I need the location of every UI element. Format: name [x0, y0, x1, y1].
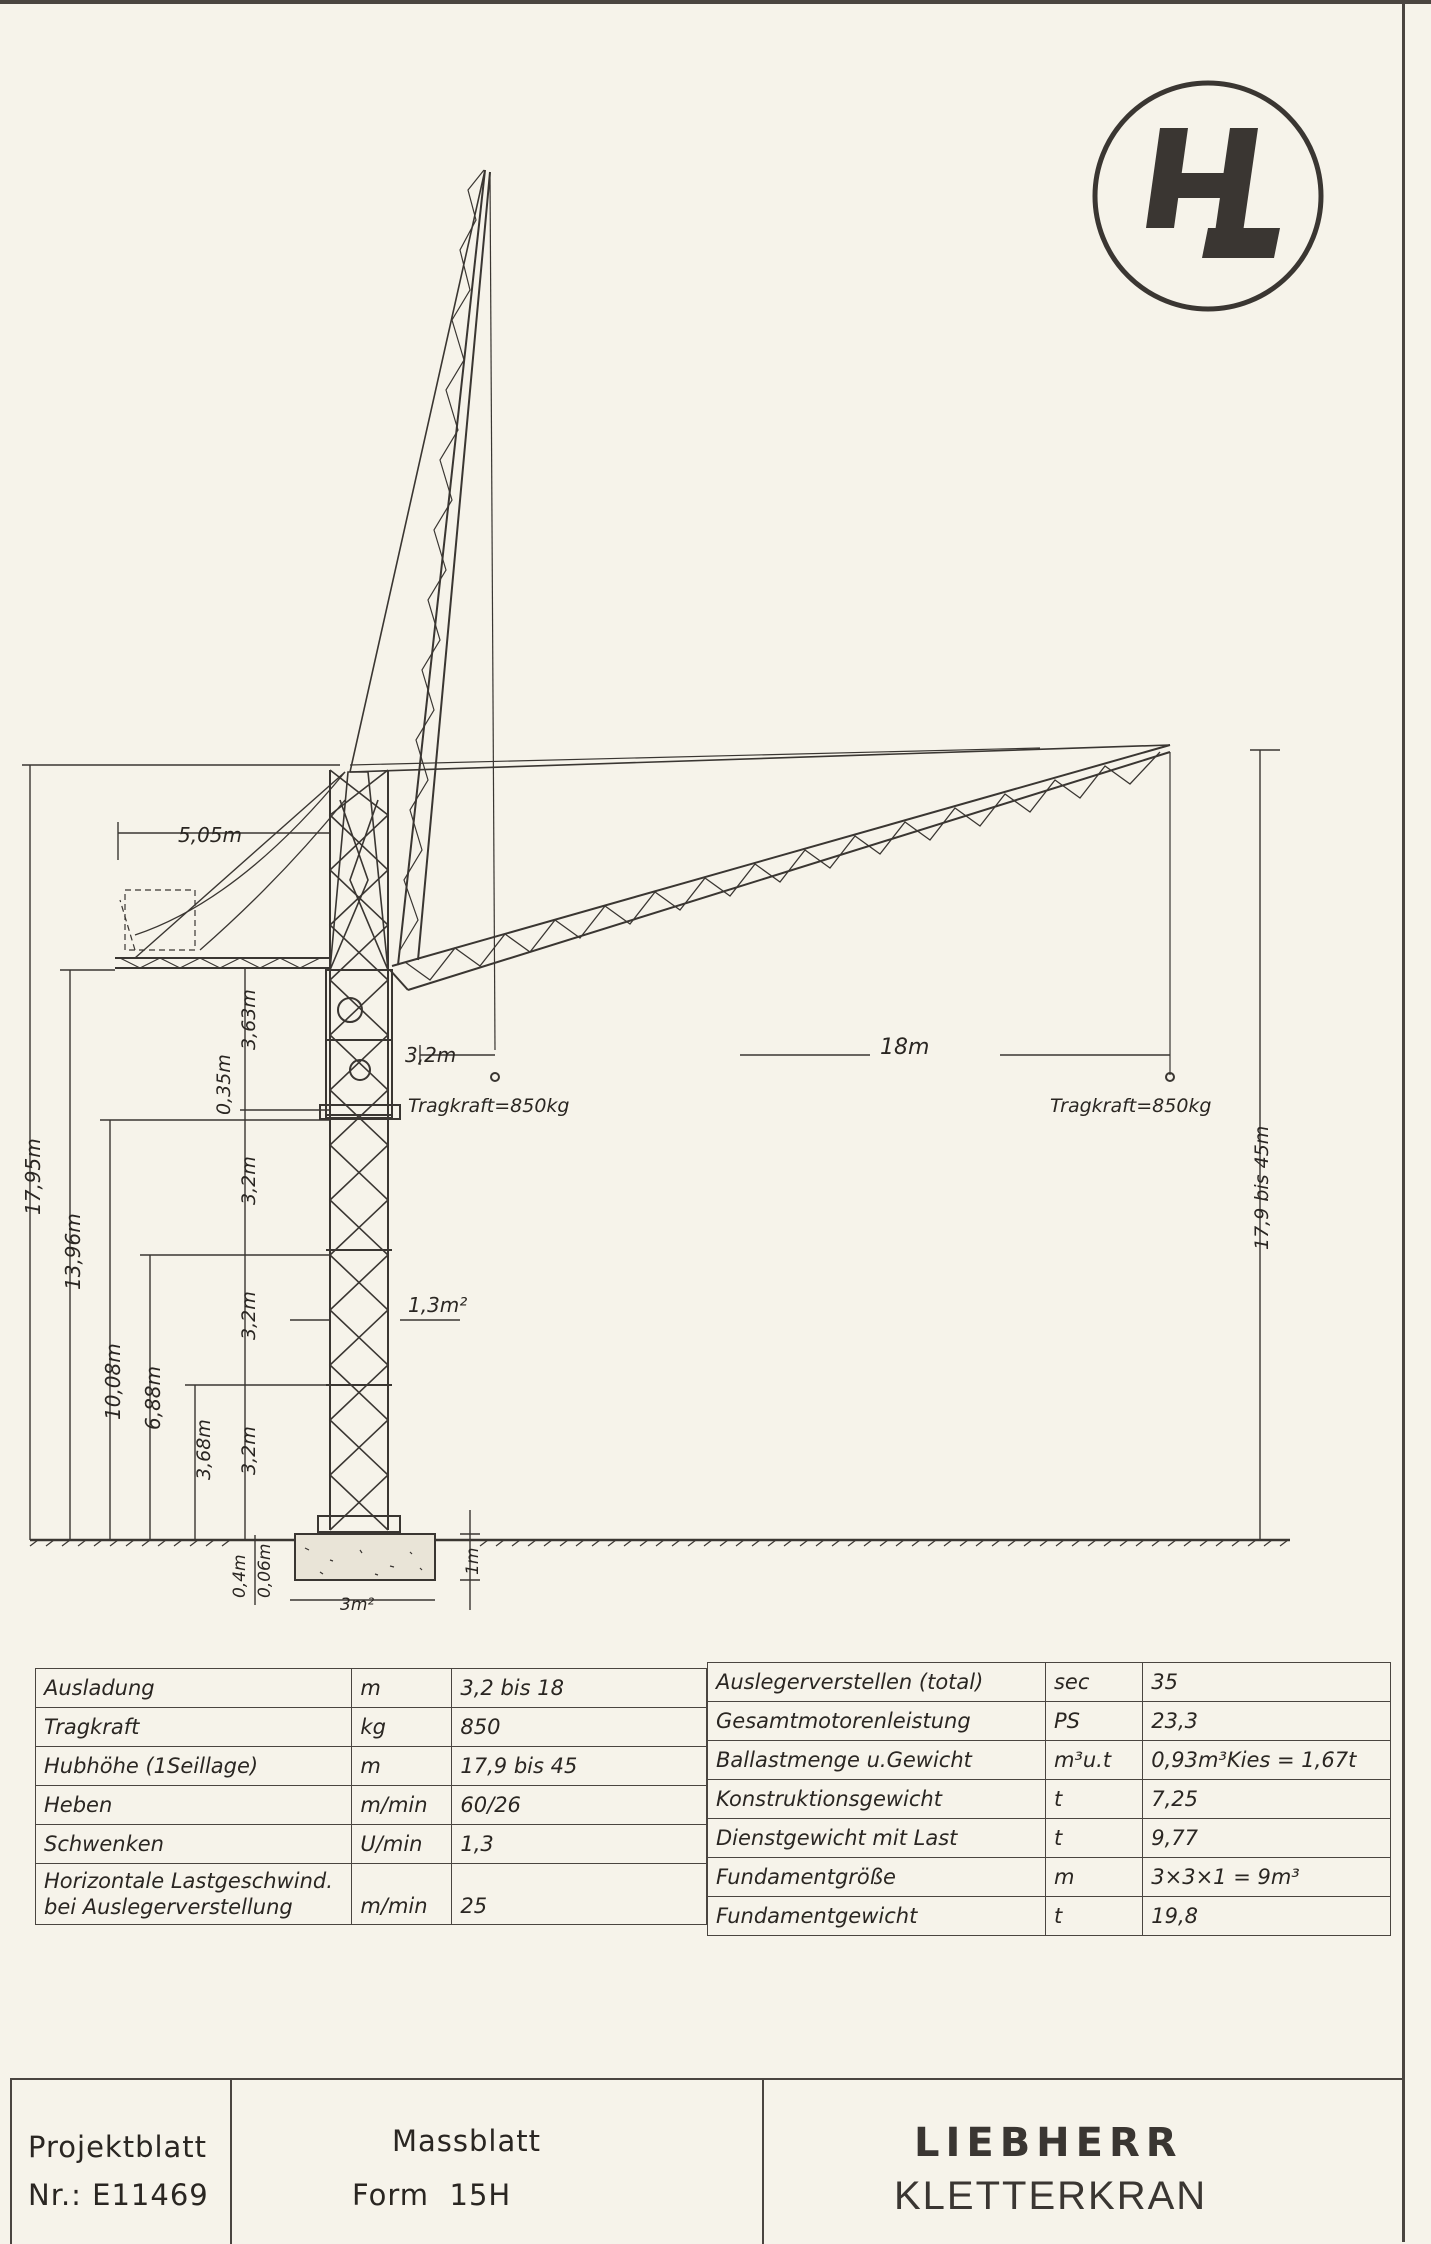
counter-jib — [115, 772, 345, 968]
hl-logo — [1090, 78, 1326, 314]
table-row — [708, 1663, 1391, 1702]
spec-label: Gesamtmotorenleistung — [708, 1702, 1046, 1741]
spec-unit: m/min — [352, 1786, 452, 1825]
dim-seg-32a: 3,2m — [238, 1156, 260, 1205]
spec-value: 9,77 — [1143, 1819, 1391, 1858]
spec-value: 35 — [1143, 1663, 1391, 1702]
spec-unit: U/min — [352, 1825, 452, 1864]
spec-value: 1,3 — [452, 1825, 707, 1864]
dim-seg-32c: 3,2m — [238, 1426, 260, 1475]
spec-value: 60/26 — [452, 1786, 707, 1825]
dim-counter-jib: 5,05m — [178, 823, 243, 847]
spec-label: Auslegerverstellen (total) — [708, 1663, 1046, 1702]
spec-label: Hubhöhe (1Seillage) — [36, 1747, 352, 1786]
spec-label: Tragkraft — [36, 1708, 352, 1747]
table-row — [36, 1825, 707, 1864]
dim-foundation-width: 3m² — [340, 1595, 375, 1615]
title-block-brand — [764, 2080, 1402, 2244]
spec-unit: m — [352, 1669, 452, 1708]
dim-total-height: 17,95m — [21, 1138, 45, 1215]
tower-head — [330, 772, 388, 970]
capacity-label-right: Tragkraft=850kg — [1050, 1095, 1212, 1117]
foundation — [295, 1534, 435, 1580]
spec-unit: kg — [352, 1708, 452, 1747]
sheet-type: Massblatt — [392, 2124, 541, 2158]
spec-value: 23,3 — [1143, 1702, 1391, 1741]
dim-base-04: 0,4m — [230, 1554, 250, 1598]
spec-label: Fundamentgewicht — [708, 1897, 1046, 1936]
spec-value: 3×3×1 = 9m³ — [1143, 1858, 1391, 1897]
spec-value: 17,9 bis 45 — [452, 1747, 707, 1786]
spec-value: 3,2 bis 18 — [452, 1669, 707, 1708]
dim-foundation-depth: 1m — [463, 1547, 483, 1575]
spec-value: 850 — [452, 1708, 707, 1747]
product-name: KLETTERKRAN — [894, 2174, 1208, 2218]
spec-value: 7,25 — [1143, 1780, 1391, 1819]
spec-value: 19,8 — [1143, 1897, 1391, 1936]
tower-mast — [318, 770, 400, 1532]
spec-unit: PS — [1045, 1702, 1142, 1741]
project-label: Projektblatt — [28, 2130, 208, 2164]
spec-label: Ausladung — [36, 1669, 352, 1708]
spec-label: Ballastmenge u.Gewicht — [708, 1741, 1046, 1780]
table-row — [36, 1669, 707, 1708]
spec-label-line2: bei Auslegerverstellung — [44, 1895, 293, 1919]
spec-unit: t — [1045, 1897, 1142, 1936]
dim-h-688: 6,88m — [141, 1365, 165, 1430]
spec-unit: m³u.t — [1045, 1741, 1142, 1780]
spec-unit: m — [1045, 1858, 1142, 1897]
brand-name: LIEBHERR — [914, 2120, 1183, 2166]
spec-unit: t — [1045, 1819, 1142, 1858]
title-block — [10, 2078, 1404, 2244]
table-row — [36, 1747, 707, 1786]
dim-hook-height: 17,9 bis 45m — [1251, 1125, 1273, 1250]
dim-mast-section: 1,3m² — [408, 1293, 468, 1317]
table-row — [36, 1708, 707, 1747]
specs-table-right — [707, 1662, 1391, 1936]
table-row — [36, 1864, 707, 1925]
spec-label: Fundamentgröße — [708, 1858, 1046, 1897]
dim-h-368: 3,68m — [193, 1419, 215, 1480]
table-row — [708, 1858, 1391, 1897]
spec-label — [36, 1864, 352, 1925]
spec-label-line1: Horizontale Lastgeschwind. — [44, 1869, 333, 1893]
dim-seg-363: 3,63m — [238, 989, 260, 1050]
dim-seg-32b: 3,2m — [238, 1291, 260, 1340]
title-block-sheet — [232, 2080, 764, 2244]
project-number: Nr.: E11469 — [28, 2178, 209, 2212]
main-jib — [390, 745, 1170, 990]
table-row — [708, 1897, 1391, 1936]
table-row — [708, 1780, 1391, 1819]
capacity-label-left: Tragkraft=850kg — [408, 1095, 570, 1117]
table-row — [36, 1786, 707, 1825]
spec-label: Konstruktionsgewicht — [708, 1780, 1046, 1819]
spec-unit: m/min — [352, 1864, 452, 1925]
specs-table-left — [35, 1668, 707, 1925]
spec-value: 0,93m³Kies = 1,67t — [1143, 1741, 1391, 1780]
spec-unit: sec — [1045, 1663, 1142, 1702]
dim-seg-035: 0,35m — [213, 1054, 235, 1115]
spec-label: Dienstgewicht mit Last — [708, 1819, 1046, 1858]
table-row — [708, 1702, 1391, 1741]
dim-base-006: 0,06m — [255, 1543, 275, 1598]
table-row — [708, 1819, 1391, 1858]
title-block-project — [12, 2080, 232, 2244]
spec-value: 25 — [452, 1864, 707, 1925]
jib-pendant — [350, 745, 1170, 772]
dim-h-1008: 10,08m — [101, 1343, 125, 1420]
jib-raised-position — [350, 170, 495, 1050]
dim-h-1396: 13,96m — [61, 1213, 85, 1290]
spec-label: Heben — [36, 1786, 352, 1825]
hook-left — [491, 1073, 499, 1081]
dim-offset-small: 3,2m — [405, 1043, 457, 1067]
table-row — [708, 1741, 1391, 1780]
spec-label: Schwenken — [36, 1825, 352, 1864]
spec-unit: t — [1045, 1780, 1142, 1819]
spec-unit: m — [352, 1747, 452, 1786]
dim-reach-max: 18m — [880, 1035, 930, 1060]
sheet-form: Form 15H — [352, 2178, 512, 2212]
